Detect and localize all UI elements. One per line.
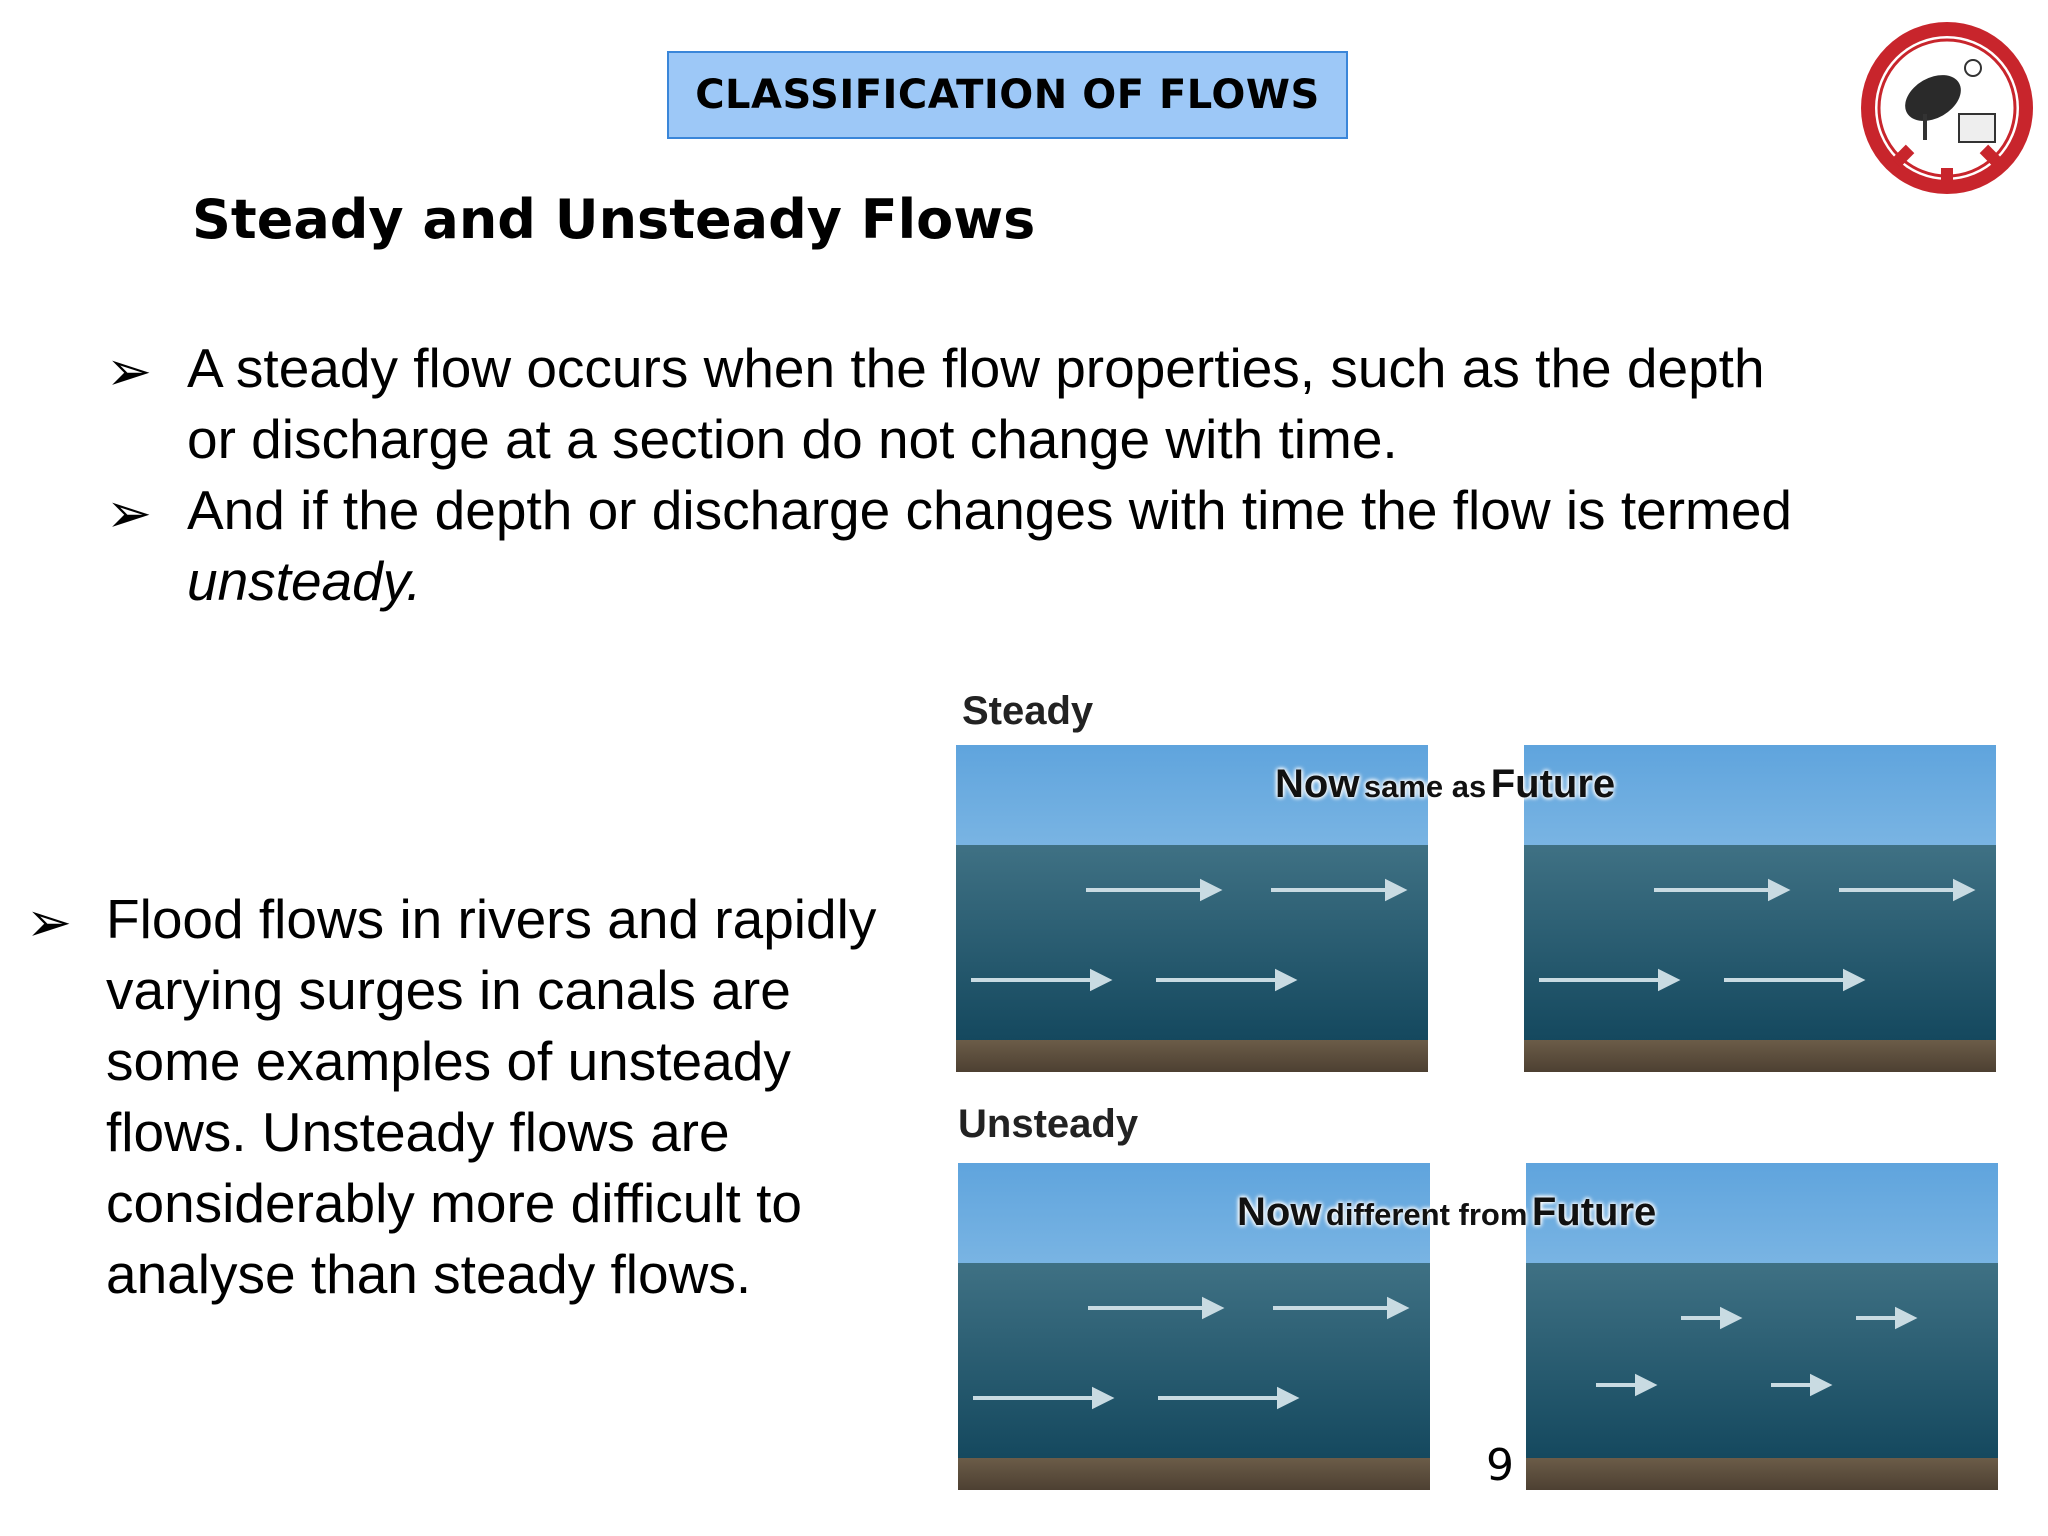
page-number: 9 (1486, 1440, 1514, 1491)
bullet-text-line: analyse than steady flows. (106, 1243, 752, 1305)
bullet-steady-definition (106, 333, 1906, 475)
bullet-text-line: some examples of unsteady (106, 1030, 791, 1092)
caption-future: Future (1490, 762, 1616, 806)
steady-caption (1275, 762, 1615, 807)
arrowhead-bullet-icon: ➢ (106, 482, 153, 544)
arrowhead-bullet-icon: ➢ (26, 891, 73, 953)
flood-example-bullet (26, 884, 926, 1310)
bullet-text-line: flows. Unsteady flows are (106, 1101, 730, 1163)
section-heading: Steady and Unsteady Flows (192, 188, 1036, 251)
caption-now: Now (1275, 762, 1360, 806)
bullet-text-line: or discharge at a section do not change with time. (187, 408, 1398, 470)
bullet-text-line: A steady flow occurs when the flow properties, such as the depth (187, 337, 1765, 399)
bullet-text-line: varying surges in canals are (106, 959, 791, 1021)
unsteady-caption (1237, 1190, 1656, 1235)
bullet-text-line-italic: unsteady. (187, 550, 422, 612)
bullet-unsteady-definition (106, 475, 1906, 617)
caption-relation: different from (1325, 1197, 1528, 1232)
steady-label: Steady (962, 689, 1094, 733)
unsteady-label: Unsteady (958, 1102, 1139, 1146)
bullet-flood-examples (26, 884, 926, 1310)
caption-relation: same as (1363, 769, 1487, 804)
caption-now: Now (1237, 1190, 1322, 1234)
bullet-text-line: Flood flows in rivers and rapidly (106, 888, 877, 950)
slide-title: CLASSIFICATION OF FLOWS (695, 72, 1320, 118)
definition-bullets (106, 333, 1906, 617)
arrowhead-bullet-icon: ➢ (106, 340, 153, 402)
slide-title-box (667, 51, 1348, 139)
bullet-text-line: And if the depth or discharge changes with time the flow is termed (187, 479, 1793, 541)
bullet-text-line: considerably more difficult to (106, 1172, 802, 1234)
college-emblem-icon (1855, 18, 2040, 198)
caption-future: Future (1531, 1190, 1657, 1234)
